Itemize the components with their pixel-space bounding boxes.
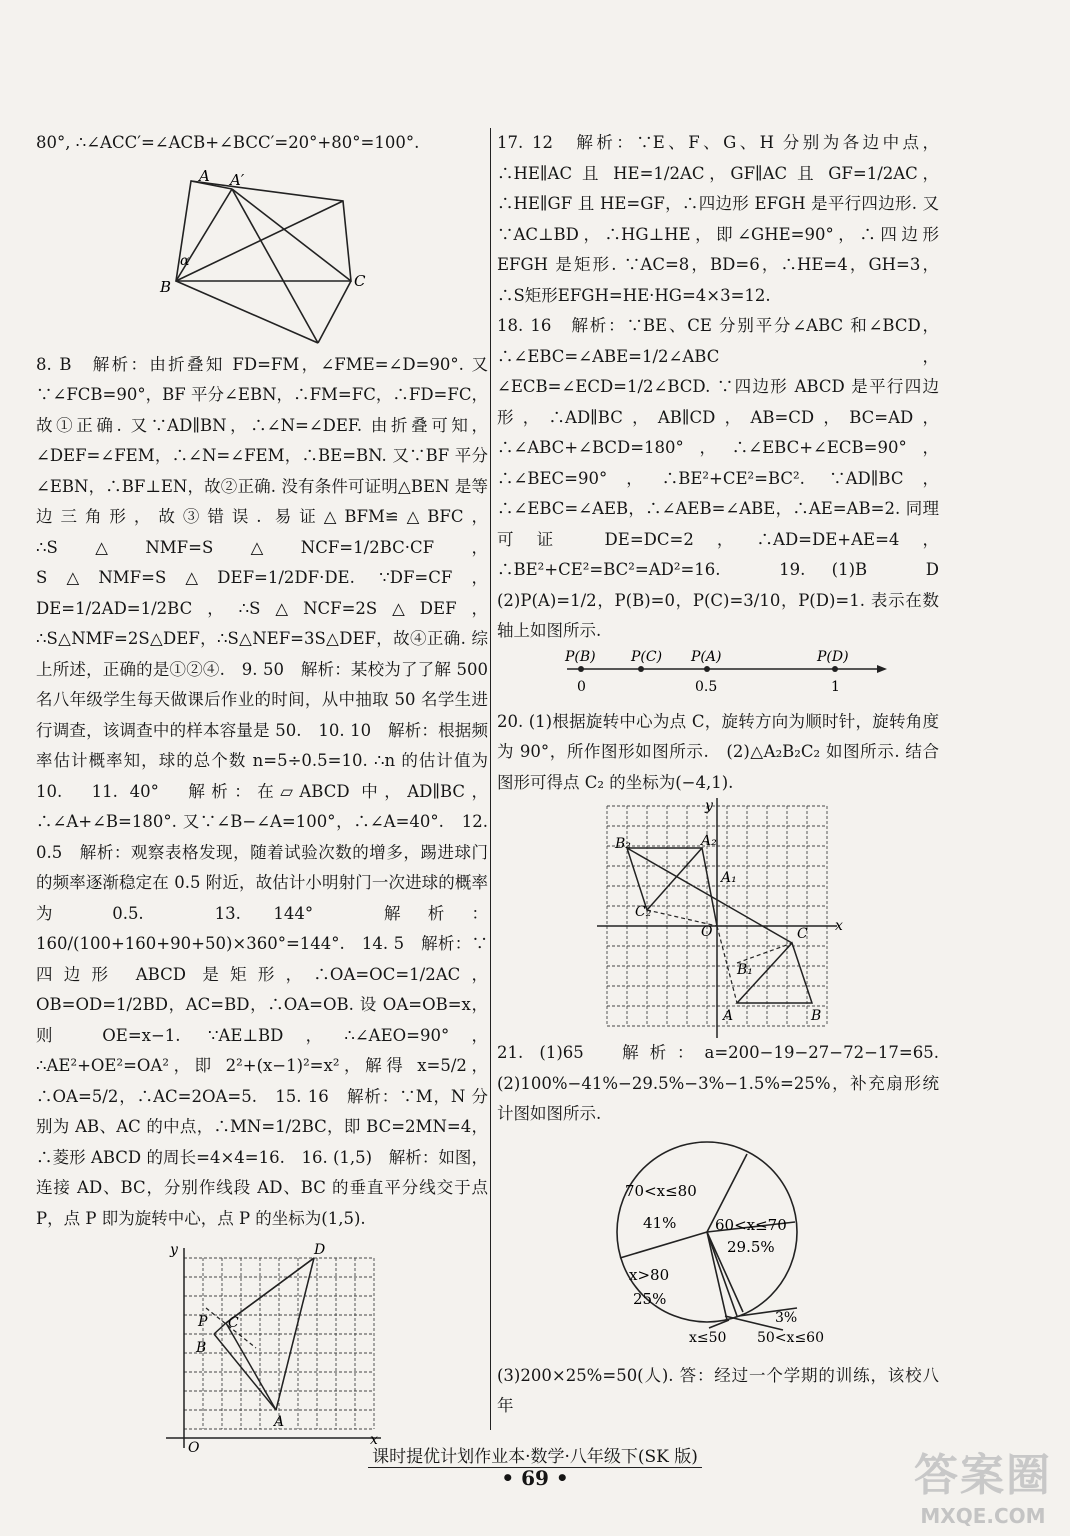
pie-label-3: 3% xyxy=(775,1309,798,1326)
paragraph-21-part3: (3)200×25%=50(人). 答：经过一个学期的训练，该校八年 xyxy=(497,1365,939,1415)
paragraph-7-end: 80°, ∴∠ACC′=∠ACB+∠BCC′=20°+80°=100°. xyxy=(36,133,420,152)
figure3-label-y: y xyxy=(705,798,713,814)
pie-label-41: 41% xyxy=(643,1213,677,1232)
book-title: 课时提优计划作业本·数学·八年级下(SK 版) xyxy=(368,1447,702,1468)
paragraph-21: 21. (1)65 解析：a=200−19−27−72−17=65. (2)100%−41%−29.5%−3%−1.5%=25%，补充扇形统计图如图所示. xyxy=(497,1043,956,1123)
pie-label-29-5: 29.5% xyxy=(727,1237,775,1256)
figure1-label-A-prime: A′ xyxy=(230,170,245,189)
pie-label-70-80: 70<x≤80 xyxy=(625,1181,697,1200)
numberline-tick-1: 1 xyxy=(831,678,840,695)
figure3-label-C2: C₂ xyxy=(635,904,652,920)
right-column xyxy=(497,128,956,1422)
figure2-label-C: C xyxy=(228,1315,239,1331)
figure1-label-alpha: α xyxy=(180,252,190,269)
figure2-label-x: x xyxy=(370,1432,378,1448)
watermark-url: MXQE.COM xyxy=(920,1504,1046,1528)
figure3-label-A1: A₁ xyxy=(721,870,737,886)
numberline-label-PD: P(D) xyxy=(817,648,849,665)
numberline-tick-0: 0 xyxy=(577,678,586,695)
paragraph-17: 17. 12 解析：∵E、F、G、H 分别为各边中点，∴HE∥AC 且 HE=1/2AC，GF∥AC 且 GF=1/2AC，∴HE∥GF 且 HE=GF，∴四边形 EFGH 是平行四边形. 又∵AC⊥BD，∴HG⊥HE，即∠GHE=90°，∴四边形 EFGH 是矩形. ∵AC=8，BD=6，∴HE=4，GH=3，∴S矩形EFGH=HE·HG=4×3=12. xyxy=(497,133,939,305)
figure3-label-A2: A₂ xyxy=(701,833,717,849)
numberline-tick-half: 0.5 xyxy=(695,678,718,695)
figure2-label-B: B xyxy=(196,1340,207,1356)
figure2-label-A: A xyxy=(274,1414,285,1430)
numberline-label-PA: P(A) xyxy=(691,648,722,665)
column-divider xyxy=(490,128,491,1430)
numberline-label-PC: P(C) xyxy=(631,648,663,665)
watermark-text: 答案圈 xyxy=(914,1450,1052,1501)
figure3-label-C: C xyxy=(797,926,808,942)
pie-label-25: 25% xyxy=(633,1289,667,1308)
watermark-logo xyxy=(908,1448,1058,1532)
page-number: • 69 • xyxy=(501,1466,569,1490)
pie-label-x-le-50: x≤50 xyxy=(689,1329,727,1345)
figure-parallelogram-rotation xyxy=(36,159,488,344)
figure3-label-B: B xyxy=(811,1008,822,1024)
paragraph-18-19: 18. 16 解析：∵BE、CE 分别平分∠ABC 和∠BCD，∴∠EBC=∠ABE=1/2∠ABC，∠ECB=∠ECD=1/2∠BCD. ∵四边形 ABCD 是平行四边形，∴AD∥BC，AB∥CD，AB=CD，BC=AD，∴∠ABC+∠BCD=180°，∴∠EBC+∠ECB=90°，∴∠BEC=90°，∴BE²+CE²=BC². ∵AD∥BC，∴∠EBC=∠AEB，∴∠AEB=∠ABE，∴AE=AB=2. 同理可证 DE=DC=2，∴AD=DE+AE=4，∴BE²+CE²=BC²=AD²=16. 19. (1)B D (2)P(A)=1/2，P(B)=0，P(C)=3/10，P(D)=1. 表示在数轴上如图所示. xyxy=(497,316,956,640)
figure1-label-B: B xyxy=(160,277,172,296)
pie-chart xyxy=(577,1130,1019,1345)
figure2-label-D: D xyxy=(314,1242,326,1258)
figure3-label-B1: B₁ xyxy=(737,962,753,978)
figure3-label-O: O xyxy=(701,924,713,940)
figure1-label-C: C xyxy=(354,271,366,290)
left-column xyxy=(36,128,488,1458)
pie-label-50-60: 50<x≤60 xyxy=(757,1329,824,1345)
figure2-label-P: P xyxy=(198,1314,208,1330)
figure1-label-A: A xyxy=(199,166,210,185)
figure2-label-y: y xyxy=(170,1242,178,1258)
numberline-label-PB: P(B) xyxy=(565,648,596,665)
paragraph-20: 20. (1)根据旋转中心为点 C，旋转方向为顺时针，旋转角度为 90°，所作图形如图所示. (2)△A₂B₂C₂ 如图所示. 结合图形可得点 C₂ 的坐标为(−4,1). xyxy=(497,711,939,792)
figure3-label-B2: B₂ xyxy=(615,836,631,852)
figure2-label-O: O xyxy=(188,1440,200,1456)
pie-label-x-gt-80: x>80 xyxy=(629,1265,670,1284)
probability-number-line xyxy=(547,647,989,707)
paragraph-8-to-16: 8. B 解析：由折叠知 FD=FM，∠FME=∠D=90°. 又∵∠FCB=90°，BF 平分∠EBN，∴FM=FC，∴FD=FC，故①正确. 又∵AD∥BN，∴∠N=∠DEF. 由折叠可知，∠DEF=∠FEM，∴∠N=∠FEM，∴BE=BN. 又∵BF 平分∠EBN，∴BF⊥EN，故②正确. 没有条件可证明△BEN 是等边三角形，故③错误. 易证△BFM≌△BFC，∴S△NMF=S△NCF=1/2BC·CF，S△NMF=S△DEF=1/2DF·DE. ∵DF=CF，DE=1/2AD=1/2BC，∴S△NCF=2S△DEF，∴S△NMF=2S△DEF，∴S△NEF=3S△DEF，故④正确. 综上所述，正确的是①②④. 9. 50 解析：某校为了了解 500 名八年级学生每天做课后作业的时间，从中抽取 50 名学生进行调查，该调查中的样本容量是 50. 10. 10 解析：根据频率估计概率知，球的总个数 n=5÷0.5=10. ∴n 的估计值为 10. 11. 40° 解析：在▱ABCD 中，AD∥BC，∴∠A+∠B=180°. 又∵∠B−∠A=100°，∴∠A=40°. 12. 0.5 解析：观察表格发现，随着试验次数的增多，踢进球门的频率逐渐稳定在 0.5 附近，故估计小明射门一次进球的概率为 0.5. 13. 144° 解析：160/(100+160+90+50)×360°=144°. 14. 5 解析：∵四边形 ABCD 是矩形，∴OA=OC=1/2AC，OB=OD=1/2BD，AC=BD，∴OA=OB. 设 OA=OB=x，则 OE=x−1. ∵AE⊥BD，∴∠AEO=90°，∴AE²+OE²=OA²，即 2²+(x−1)²=x²，解得 x=5/2，∴OA=5/2，∴AC=2OA=5. 15. 16 解析：∵M，N 分别为 AB、AC 的中点，∴MN=1/2BC，即 BC=2MN=4，∴菱形 ABCD 的周长=4×4=16. 16. (1,5) 解析：如图，连接 AD、BC，分别作线段 AD、BC 的垂直平分线交于点 P，点 P 即为旋转中心，点 P 的坐标为(1,5). xyxy=(36,354,488,1228)
figure3-label-x: x xyxy=(835,918,843,934)
pie-label-60-70: 60<x≤70 xyxy=(715,1215,787,1234)
figure3-label-A: A xyxy=(723,1008,734,1024)
figure-rotation-grid xyxy=(597,798,1039,1038)
